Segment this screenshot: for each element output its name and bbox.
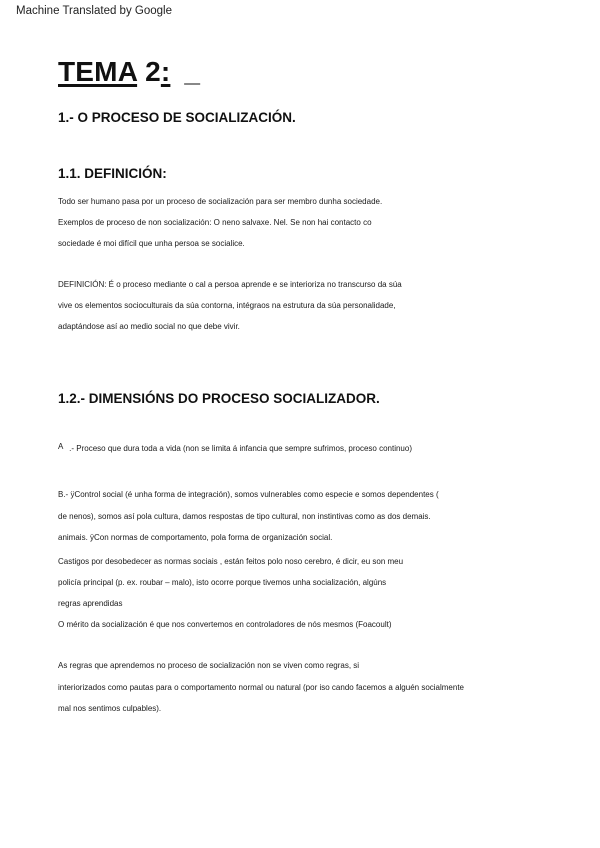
title-word: TEMA	[58, 56, 138, 87]
castigos-line: regras aprendidas	[58, 599, 123, 608]
definition-detail-line: vive os elementos socioculturais da súa contorna, intégraos na estrutura da súa personalidade,	[58, 301, 396, 310]
definition-detail-line: adaptándose así ao medio social no que debe vivir.	[58, 322, 240, 331]
title-number: 2	[145, 56, 161, 87]
point-b-line: animais. ÿCon normas de comportamento, pola forma de organización social.	[58, 533, 333, 542]
point-a-label: A	[58, 442, 63, 451]
rules-line: interiorizados como pautas para o comportamento normal ou natural (por iso cando facemos a alguén socialmente	[58, 683, 464, 692]
rules-line: mal nos sentimos culpables).	[58, 704, 162, 713]
castigos-line: Castigos por desobedecer as normas sociais , están feitos polo noso cerebro, é dicir, eu son meu	[58, 557, 404, 566]
definition-line: Exemplos de proceso de non socialización: O neno salvaxe. Nel. Se non hai contacto co	[58, 218, 372, 227]
page-title	[58, 56, 200, 88]
castigos-line: policía principal (p. ex. roubar – malo), isto ocorre porque tivemos unha socialización, algúns	[58, 578, 387, 587]
heading-definition: 1.1. DEFINICIÓN:	[58, 166, 167, 181]
point-a	[58, 444, 412, 454]
title-blank: _	[184, 56, 201, 87]
definition-detail-line: DEFINICIÓN: É o proceso mediante o cal a persoa aprende e se interioriza no transcurso da súa	[58, 280, 402, 289]
heading-dimensions: 1.2.- DIMENSIÓNS DO PROCESO SOCIALIZADOR.	[58, 391, 380, 406]
definition-line: Todo ser humano pasa por un proceso de socialización para ser membro dunha sociedade.	[58, 197, 383, 206]
point-b-line: de nenos), somos así pola cultura, damos respostas de tipo cultural, non instintivas como as dos demais.	[58, 512, 431, 521]
point-b-line: B.- ÿControl social (é unha forma de integración), somos vulnerables como especie e somos dependentes (	[58, 490, 439, 499]
rules-line: As regras que aprendemos no proceso de socialización non se viven como regras, si	[58, 661, 360, 670]
machine-translation-banner: Machine Translated by Google	[16, 5, 172, 17]
definition-line: sociedade é moi difícil que unha persoa se socialice.	[58, 239, 245, 248]
point-a-text: .- Proceso que dura toda a vida (non se limita á infancia que sempre sufrimos, proceso continuo)	[69, 444, 412, 453]
title-colon: :	[160, 56, 171, 87]
castigos-line: O mérito da socialización é que nos convertemos en controladores de nós mesmos (Foacoult)	[58, 620, 392, 629]
heading-socialization-process: 1.- O PROCESO DE SOCIALIZACIÓN.	[58, 110, 296, 125]
